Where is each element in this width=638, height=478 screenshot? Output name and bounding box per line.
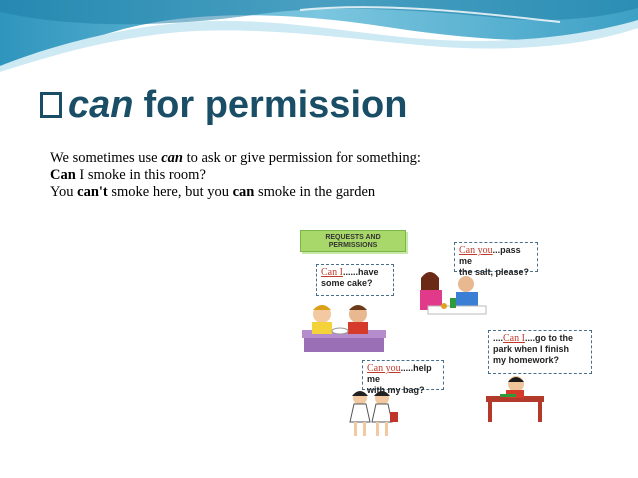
- speech-bubble-pass-salt: Can you...pass me the salt, please?: [454, 242, 538, 272]
- bubble-text: go to the: [534, 333, 573, 343]
- bubble-text: have: [357, 267, 379, 277]
- bubble-text: some cake?: [321, 278, 373, 288]
- boys-cake-scene: [302, 305, 386, 352]
- text-fragment: We sometimes use: [50, 150, 162, 166]
- bubble-filled-phrase: Can I: [321, 267, 343, 278]
- boy-desk-scene: [486, 376, 544, 422]
- header-line: PERMISSIONS: [328, 242, 378, 249]
- explanation-text: [50, 150, 421, 201]
- explanation-line-2: [50, 167, 421, 184]
- bubble-text: park when I finish: [493, 344, 570, 354]
- bubble-filled-phrase: Can I: [503, 333, 525, 344]
- requests-permissions-illustration: [278, 218, 598, 458]
- explanation-line-1: [50, 150, 421, 167]
- text-fragment: I smoke in this room?: [75, 167, 206, 183]
- checkbox-bullet-icon: [40, 92, 62, 118]
- bubble-text: with my bag?: [367, 385, 425, 395]
- keyword-can: Can: [50, 167, 76, 183]
- dinner-couple-scene: [420, 272, 486, 314]
- bubble-text: my homework?: [493, 355, 560, 365]
- bubble-text: the salt, please?: [459, 267, 530, 277]
- keyword-can: can: [161, 150, 183, 166]
- text-fragment: You: [50, 184, 78, 200]
- speech-bubble-have-cake: Can I......have some cake?: [316, 264, 394, 296]
- bubble-filled-phrase: Can you: [367, 363, 401, 374]
- explanation-line-3: [50, 184, 421, 201]
- title-keyword: can: [68, 83, 134, 126]
- speech-bubble-help-bag: Can you.....help me with my bag?: [362, 360, 444, 390]
- girls-bag-scene: [350, 391, 398, 436]
- title-text: for permission: [143, 83, 408, 126]
- keyword-cant: can't: [77, 184, 108, 200]
- bubble-filled-phrase: Can you: [459, 245, 493, 256]
- speech-bubble-go-to-park: ....Can I....go to the park when I finish my homework?: [488, 330, 592, 374]
- text-fragment: smoke here, but you: [107, 184, 233, 200]
- header-wave-decoration: [0, 0, 638, 80]
- header-line: REQUESTS AND: [325, 234, 381, 241]
- text-fragment: smoke in the garden: [254, 184, 376, 200]
- keyword-can: can: [232, 184, 255, 200]
- bubble-text: help me: [367, 363, 432, 384]
- slide-title: [40, 82, 407, 128]
- text-fragment: to ask or give permission for something:: [182, 150, 421, 166]
- bubble-text: pass me: [459, 245, 521, 266]
